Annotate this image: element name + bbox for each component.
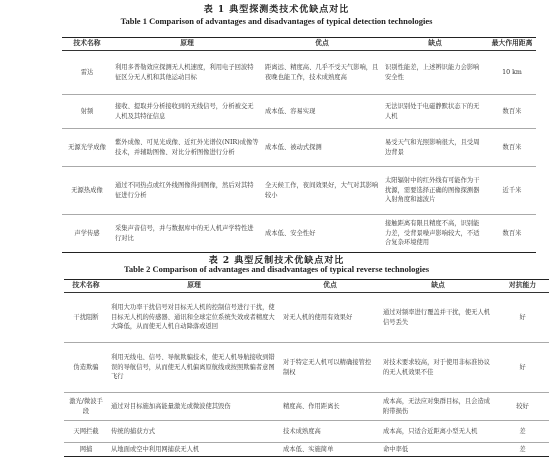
table1-header-cell: 原理: [112, 38, 262, 51]
table-cell: 网捕: [79, 445, 93, 453]
table-cell: 紫外成像、可见光成像、近红外光谱仪(NIR)成像等技术，并辅助图像、对比分析图像进行分析: [115, 139, 259, 156]
table-cell: 通过对目标施加高能量激光或微波使其毁伤: [111, 402, 231, 410]
table-cell: 太阳辐射中的红外线有可能作为干扰源，需要选择正确的图像探测器入射角度和滤波片: [385, 177, 480, 204]
table-cell: 较好: [516, 402, 529, 410]
table-cell: 10 km: [502, 68, 522, 76]
table2-header-cell: 对抗能力: [496, 280, 549, 293]
table-cell: 接收、提取并分析接收到的无线信号，分析被交无人机及其特征信息: [115, 103, 254, 120]
table-cell: 距离远、精度高、几乎不受天气影响，且夜晚也能工作，技术成熟度高: [265, 64, 379, 81]
table-cell: 接触距离有限且精度不高，识别能力差，受背景噪声影响较大，不适合复杂环境使用: [385, 220, 480, 247]
table-cell: 通过对频率进行覆盖并干扰，使无人机信号丢失: [383, 309, 491, 326]
table1-header-cell: 优点: [262, 38, 382, 51]
table-row: [62, 167, 536, 215]
table-cell: 成本低、安全性好: [265, 229, 316, 237]
table-cell: 对无人机的使用有效果好: [283, 313, 353, 321]
table-cell: 易受天气和光照影响很大，且受周边背景: [385, 139, 480, 156]
table-cell: 好: [519, 363, 526, 371]
table-cell: 差: [519, 427, 526, 435]
table-cell: 成本低、被动式探测: [265, 143, 322, 151]
table-cell: 好: [519, 313, 526, 321]
table1-header-row: [62, 38, 536, 51]
table-cell: 干扰阻断: [73, 313, 99, 321]
table-cell: 成本高，无法应对集群目标，且会造成附带损伤: [383, 398, 491, 415]
table-cell: 声学传感: [74, 229, 100, 237]
table1-header-cell: 技术名称: [62, 38, 112, 51]
table-cell: 无源热成像: [71, 186, 103, 194]
table-cell: 激光/微波手段: [69, 398, 103, 415]
table-cell: 成本高，只适合近距离小型无人机: [383, 427, 478, 435]
table-cell: 数百米: [502, 143, 522, 151]
table-cell: 天网拦截: [73, 427, 99, 435]
table-cell: 利用大功率干扰信号对目标无人机的控制信号进行干扰，使目标无人机的传感器、通讯和全球定位系统失效或者精度大大降低，从而使无人机自动降落或返回: [111, 304, 275, 331]
table-row: [62, 51, 536, 95]
table-row: [62, 215, 536, 253]
table-cell: 全天候工作，夜间效果好，大气对其影响较小: [265, 182, 379, 199]
table2-header-cell: 技术名称: [64, 280, 108, 293]
table-cell: 伪造欺骗: [73, 363, 99, 371]
table-cell: 无源光学成像: [68, 143, 106, 151]
table-cell: 识别性能差，上述辨识能力会影响安全性: [385, 64, 480, 81]
table2-header-row: [64, 280, 549, 293]
table-cell: 利用多普勒效应探测无人机速度，利用电子回波特征区分无人机和其他运动目标: [115, 64, 254, 81]
table-cell: 命中率低: [383, 445, 409, 453]
table-row: [64, 343, 549, 393]
table-cell: 无法识别处于电磁静默状态下的无人机: [385, 103, 480, 120]
table-cell: 利用无线电、信号、导航欺骗技术，使无人机导航接收到错误的导航信号，从而使无人机偏离原航线或按照欺骗者意图飞行: [111, 354, 275, 381]
table-cell: 差: [519, 445, 526, 453]
table-row: [64, 443, 549, 457]
table-cell: 采集声音信号，并与数据库中的无人机声学特性进行对比: [115, 225, 254, 242]
table1-detection-comparison: [62, 37, 536, 253]
table1-header-cell: 缺点: [382, 38, 488, 51]
table-cell: 通过不同热点或红外线图像得到图像，然后对其特征进行分析: [115, 182, 254, 199]
table-row: [64, 421, 549, 443]
table1-title-cn: 表 1 典型探测类技术优缺点对比: [203, 5, 350, 15]
table-cell: 数百米: [502, 229, 522, 237]
table-cell: 数百米: [502, 107, 522, 115]
table-row: [64, 293, 549, 343]
table2-countermeasure-comparison: [64, 279, 549, 457]
table-row: [64, 393, 549, 421]
table2-header-cell: 缺点: [380, 280, 496, 293]
table-cell: 从地面或空中利用网捕获无人机: [111, 445, 200, 453]
table2-title-en: Table 2 Comparison of advantages and disadvantages of typical reverse technologies: [123, 264, 430, 274]
table2-header-cell: 原理: [108, 280, 280, 293]
table-cell: 传统的捕获方式: [111, 427, 156, 435]
table1-title-en: Table 1 Comparison of advantages and disadvantages of typical detection technologies: [120, 16, 433, 26]
table-cell: 近千米: [502, 186, 522, 194]
table-row: [62, 129, 536, 167]
table-cell: 精度高、作用距离长: [283, 402, 340, 410]
table-cell: 射频: [80, 107, 94, 115]
table-cell: 成本低、实施简单: [283, 445, 334, 453]
table2-title-cn: 表 2 典型反制技术优缺点对比: [208, 256, 345, 266]
table1-header-cell: 最大作用距离: [488, 38, 536, 51]
table-cell: 对于特定无人机可以精确接管控制权: [283, 359, 372, 376]
table-cell: 技术成熟度高: [283, 427, 321, 435]
table-row: [62, 95, 536, 129]
table-cell: 成本低、容易实现: [265, 107, 316, 115]
table-cell: 雷达: [80, 68, 94, 76]
table-cell: 对技术要求较高，对于使用非标准协议的无人机效果不佳: [383, 359, 491, 376]
table2-header-cell: 优点: [280, 280, 380, 293]
